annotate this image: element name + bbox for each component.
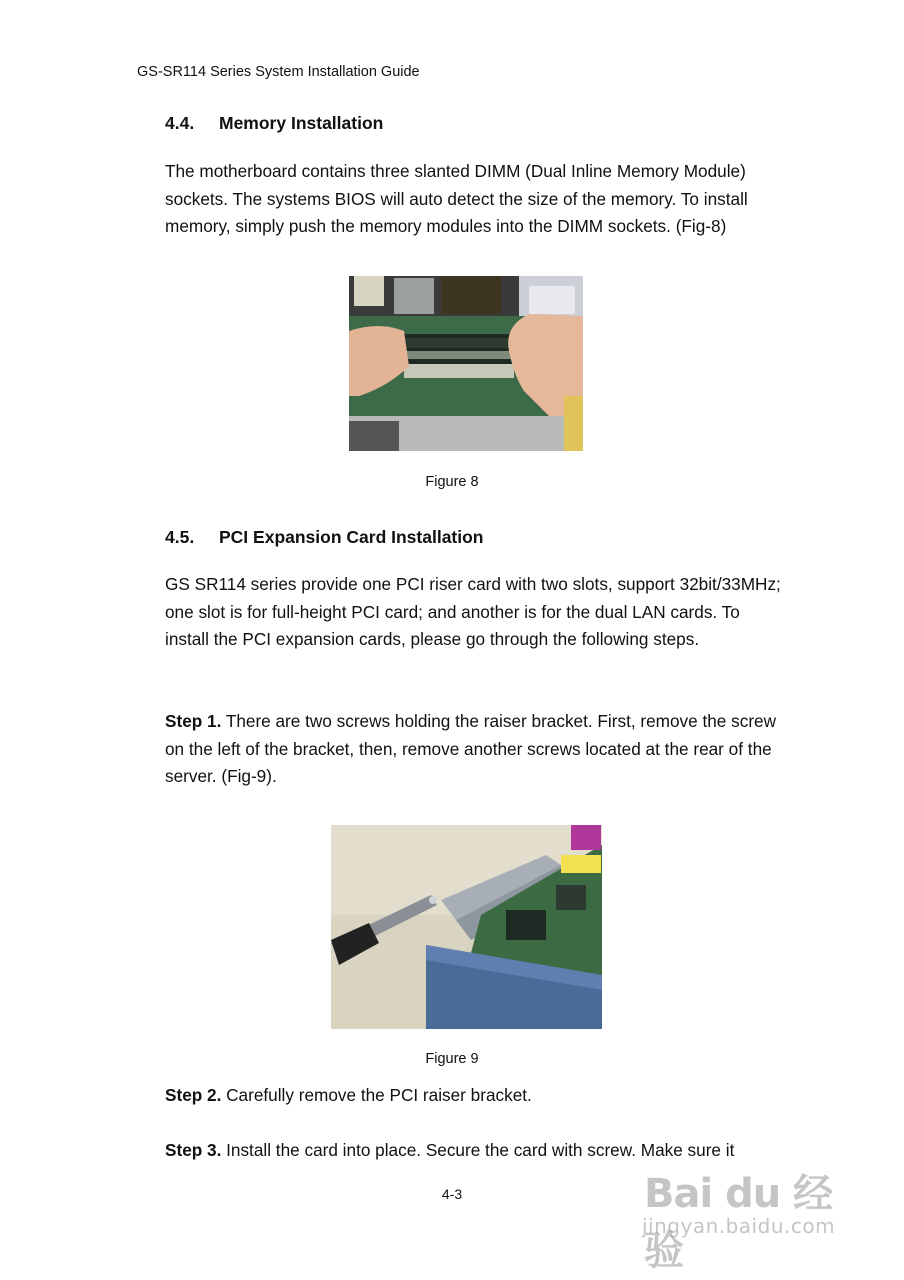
baidu-watermark bbox=[640, 1162, 860, 1274]
figure-8-caption: Figure 8 bbox=[425, 474, 479, 490]
step-1-paragraph bbox=[165, 708, 785, 791]
step-3-label: Step 3. bbox=[165, 1140, 222, 1160]
section-heading-pci bbox=[165, 527, 484, 548]
step-1-label: Step 1. bbox=[165, 711, 222, 731]
figure-8-photo bbox=[349, 276, 583, 451]
step-2-paragraph bbox=[165, 1082, 785, 1110]
step-2-label: Step 2. bbox=[165, 1085, 222, 1105]
memory-paragraph: The motherboard contains three slanted DIMM (Dual Inline Memory Module) sockets. The systems BIOS will auto detect the size of the memory. To install memory, simply push the memory modules into the DIMM sockets. (Fig-8) bbox=[165, 161, 748, 236]
step-3-paragraph bbox=[165, 1137, 785, 1165]
section-heading-memory bbox=[165, 113, 383, 134]
page-number: 4-3 bbox=[441, 1186, 463, 1202]
step-3-text: Install the card into place. Secure the card with screw. Make sure it bbox=[221, 1140, 735, 1160]
running-header: GS-SR114 Series System Installation Guide bbox=[137, 64, 420, 80]
section-number: 4.4. bbox=[165, 113, 195, 133]
memory-installation-photo bbox=[349, 276, 583, 451]
watermark-logo: Bai du 经验 bbox=[644, 1171, 833, 1274]
section-title: PCI Expansion Card Installation bbox=[219, 527, 484, 547]
step-1-text: There are two screws holding the raiser bracket. First, remove the screw on the left of the bracket, then, remove another screws located at the rear of the server. (Fig-9). bbox=[165, 711, 777, 786]
step-2-text: Carefully remove the PCI raiser bracket. bbox=[221, 1085, 532, 1105]
figure-9-photo bbox=[331, 825, 602, 1029]
section-number: 4.5. bbox=[165, 527, 195, 547]
figure-9-caption: Figure 9 bbox=[425, 1051, 479, 1067]
watermark-url: jingyan.baidu.com bbox=[642, 1214, 836, 1238]
pci-intro-paragraph: GS SR114 series provide one PCI riser card with two slots, support 32bit/33MHz; one slot is for full-height PCI card; and another is for the dual LAN cards. To install the PCI expansion cards, please go through the following steps. bbox=[165, 574, 781, 649]
screwdriver-removing-bracket-photo bbox=[331, 825, 602, 1029]
section-title: Memory Installation bbox=[219, 113, 384, 133]
